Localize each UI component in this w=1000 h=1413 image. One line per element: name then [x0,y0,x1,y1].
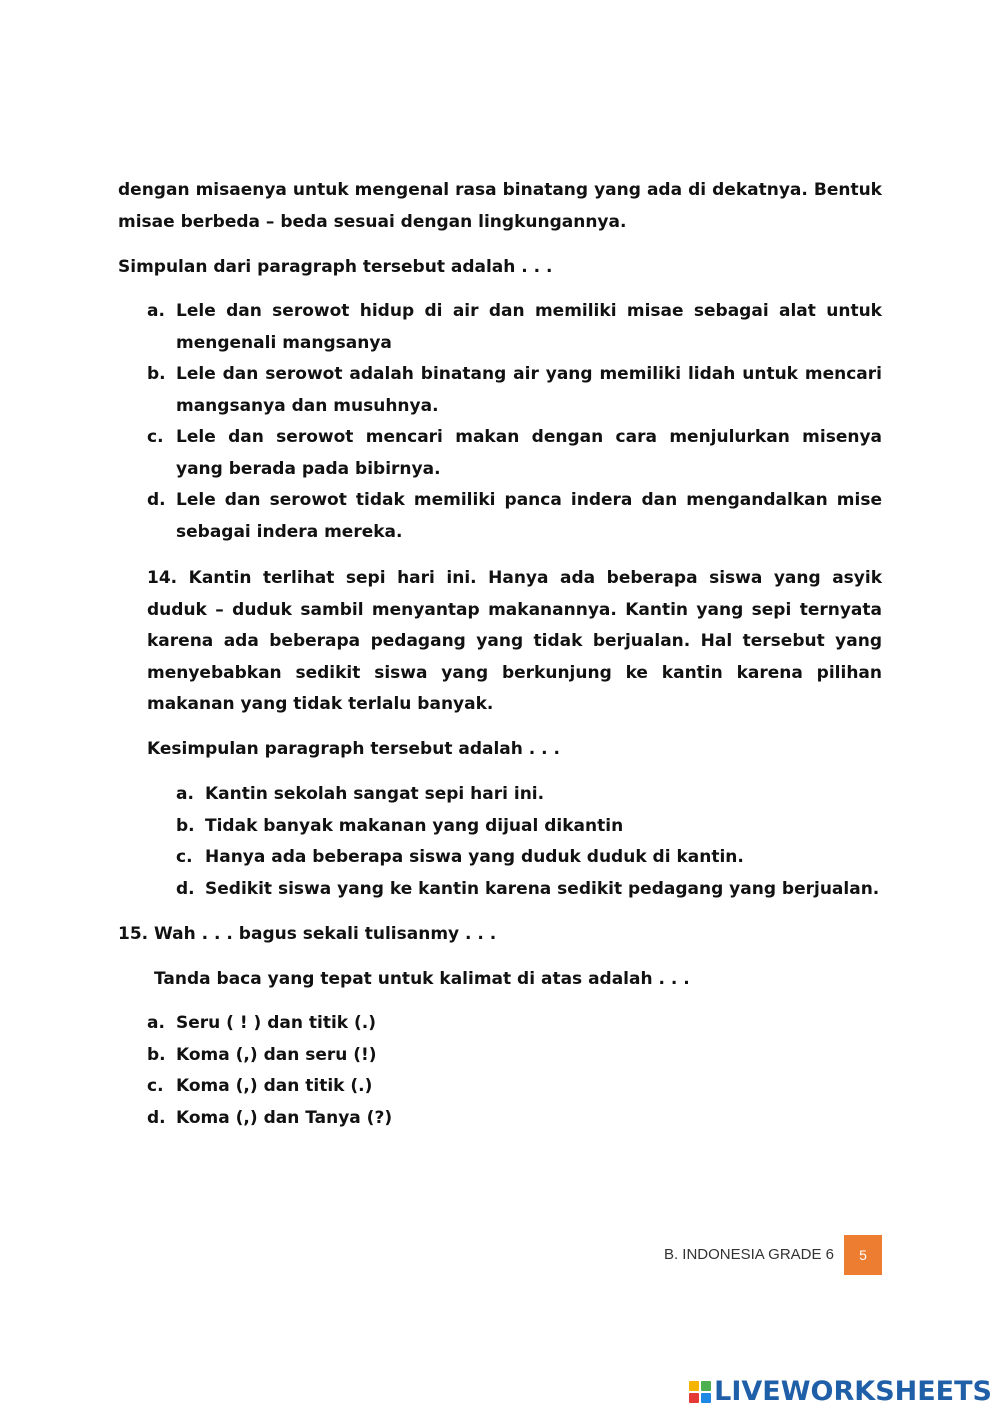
q15-question: 15. Wah . . . bagus sekali tulisanmy . . . [118,924,497,944]
option-letter: b. [176,815,195,836]
option-item[interactable] [147,1103,547,1135]
q15-prompt: Tanda baca yang tepat untuk kalimat di atas adalah . . . [154,969,690,989]
option-item[interactable] [147,485,882,548]
q14-paragraph: 14. Kantin terlihat sepi hari ini. Hanya ada beberapa siswa yang asyik duduk – duduk sambil menyantap makanannya. Kantin yang sepi ternyata karena ada beberapa pedagang yang tidak berjualan. Hal tersebut yang menyebabkan sedikit siswa yang berkunjung ke kantin karena pilihan makanan yang tidak terlalu banyak. [147,568,882,714]
option-letter: a. [176,784,194,804]
q14-options [176,779,896,905]
option-text: Hanya ada beberapa siswa yang duduk duduk di kantin. [205,847,744,867]
intro-paragraph: dengan misaenya untuk mengenal rasa binatang yang ada di dekatnya. Bentuk misae berbeda – beda sesuai dengan lingkungannya. [118,180,882,232]
liveworksheets-watermark [689,1376,992,1407]
option-letter: b. [147,364,166,384]
option-letter: c. [147,1076,164,1096]
option-item[interactable] [176,842,896,874]
option-item[interactable] [147,359,882,422]
option-text: Kantin sekolah sangat sepi hari ini. [205,784,545,804]
option-text: Koma (,) dan seru (!) [176,1044,377,1065]
option-letter: a. [147,301,165,321]
footer-label: B. INDONESIA GRADE 6 [663,1246,834,1263]
option-letter: d. [147,490,166,510]
page-number-badge: 5 [844,1235,882,1275]
option-text: Sedikit siswa yang ke kantin karena sedikit pedagang yang berjualan. [205,878,880,899]
q13-prompt: Simpulan dari paragraph tersebut adalah . . . [118,257,553,277]
option-item[interactable] [147,422,882,485]
option-item[interactable] [147,1071,547,1103]
option-letter: b. [147,1044,166,1065]
q14-prompt: Kesimpulan paragraph tersebut adalah . . . [147,739,561,759]
option-item[interactable] [147,1008,547,1040]
option-letter: d. [176,878,195,899]
q13-options [147,296,882,548]
option-text: Lele dan serowot adalah binatang air yang memiliki lidah untuk mencari mangsanya dan musuhnya. [176,364,882,416]
q15-options [147,1008,547,1134]
watermark-text: LIVEWORKSHEETS [714,1376,992,1407]
option-letter: c. [147,427,164,447]
option-text: Koma (,) dan titik (.) [176,1076,373,1096]
option-item[interactable] [176,779,896,811]
option-text: Seru ( ! ) dan titik (.) [176,1013,377,1033]
option-letter: a. [147,1013,165,1033]
liveworksheets-logo-icon [689,1381,711,1403]
option-item[interactable] [147,296,882,359]
option-item[interactable] [176,811,896,843]
option-item[interactable] [176,874,896,906]
option-text: Lele dan serowot tidak memiliki panca indera dan mengandalkan mise sebagai indera mereka. [176,490,882,542]
option-text: Koma (,) dan Tanya (?) [176,1107,393,1128]
option-letter: c. [176,847,193,867]
option-text: Lele dan serowot hidup di air dan memiliki misae sebagai alat untuk mengenali mangsanya [176,301,882,353]
option-text: Tidak banyak makanan yang dijual dikantin [205,815,624,836]
option-letter: d. [147,1107,166,1128]
option-text: Lele dan serowot mencari makan dengan cara menjulurkan misenya yang berada pada bibirnya. [176,427,882,479]
option-item[interactable] [147,1040,547,1072]
